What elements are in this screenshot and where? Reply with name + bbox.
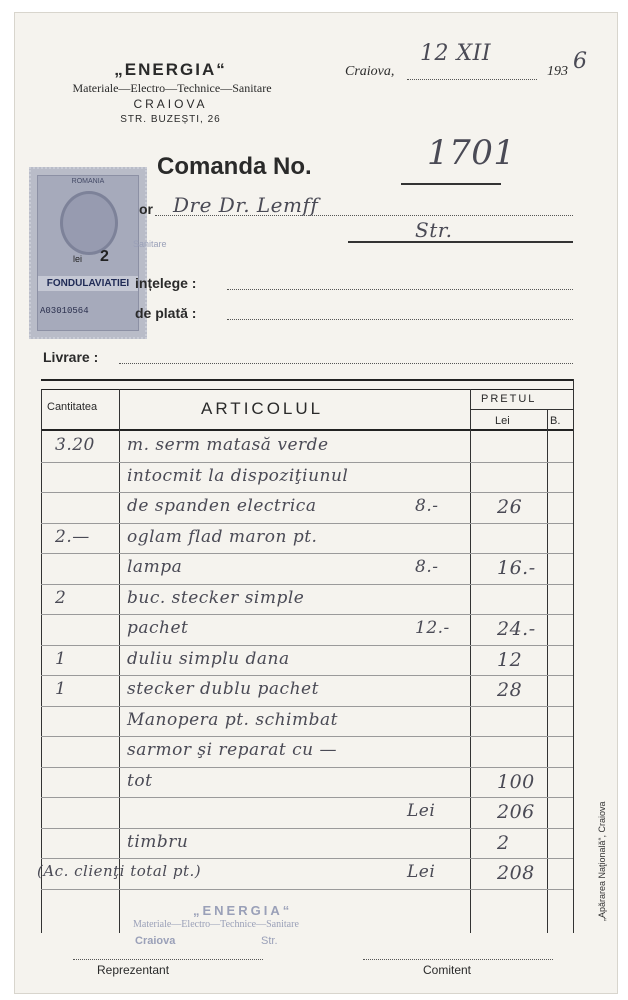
table-row-line [41,645,573,646]
stamp-portrait-icon [60,191,118,255]
row-total: 12 [497,648,523,671]
row-article: Manopera pt. schimbat [127,709,338,730]
row-qty: 3.20 [55,435,95,455]
table-left-border [41,389,42,933]
table-top-rule-2 [41,389,573,390]
table-row-line [41,675,573,676]
row-total: 26 [497,496,523,518]
address-line [348,241,573,243]
consignor-label: Comitent [423,963,472,977]
table-row-line [41,797,573,798]
consignor-dotted-line [363,959,553,960]
table-row-line [41,462,573,463]
row-total: 24.- [497,618,536,640]
stamp-fund: FONDULAVIATIEI [38,276,138,291]
stamp-overprint: Sanitare [133,239,167,249]
row-article: tot [127,770,153,791]
row-unit-price: Lei [407,862,436,882]
buyer-label-suffix: or [139,201,153,217]
col-b-header: B. [550,415,561,427]
table-row-line [41,736,573,737]
company-name: „ENERGIA“ [114,60,227,79]
year-handwritten-digit: 6 [573,49,588,74]
footer-stamp-street: Str. [261,935,278,947]
row-article: m. serm matasă verde [127,435,329,455]
row-article: timbru [127,831,189,852]
table-row-line [41,492,573,493]
stamp-value: 2 [100,248,109,265]
row-total: 100 [497,770,535,793]
col-article-header: ARTICOLUL [201,399,324,418]
table-row-line [41,858,573,859]
row-qty: 2.— [55,526,90,547]
representative-label: Reprezentant [97,963,170,977]
company-street: STR. BUZEȘTI, 26 [120,114,221,125]
row-unit-price: 12.- [415,618,450,638]
row-total: 16.- [497,557,536,579]
date-handwritten-day: 12 XII [420,41,492,66]
row-total: 2 [497,831,510,854]
stamp-currency: lei [73,254,83,264]
table-row-line [41,706,573,707]
row-unit-price: 8.- [415,557,439,577]
row-article: stecker dublu pachet [127,679,319,699]
qty-column-divider [119,389,120,933]
order-number: 1701 [427,133,516,173]
row-total: 208 [497,862,535,884]
order-form-sheet [14,12,618,994]
table-top-rule [41,379,573,381]
table-row-line [41,553,573,554]
row-article: buc. stecker simple [127,587,305,608]
row-article: sarmor şi reparat cu — [127,740,338,760]
year-prefix: 193 [547,64,568,79]
table-row-line [41,523,573,524]
col-lei-header: Lei [495,415,510,427]
row-qty: 2 [55,587,67,608]
payment-dotted-line [227,319,573,320]
footer-stamp-name: „ENERGIA“ [193,903,293,918]
date-city-label: Craiova, [345,64,395,79]
company-subtitle: Materiale—Electro—Technice—Sanitare [72,81,272,95]
col-qty-header: Cantitatea [47,401,98,413]
table-row-line [41,889,573,890]
table-header-bottom-rule [41,429,573,431]
representative-dotted-line [73,959,263,960]
revenue-stamp [29,167,147,339]
row-article: lampa [127,557,183,577]
delivery-dotted-line [119,363,573,364]
printer-side-text: „Apărarea Naţională“, Craiova [597,801,607,921]
row-article: duliu simplu dana [127,648,290,669]
article-column-divider [470,389,471,933]
company-city: CRAIOVA [133,97,208,111]
buyer-value: Dre Dr. Lemff [173,193,319,217]
delivery-label: Livrare : [43,349,99,365]
address-value: Str. [415,218,453,242]
row-unit-price: Lei [407,801,436,821]
row-qty: 1 [55,679,67,699]
footer-stamp-subtitle: Materiale—Electro—Technice—Sanitare [133,919,299,930]
row-article: de spanden electrica [127,496,317,516]
stamp-country: ROMANIA [71,178,105,185]
row-article: oglam flad maron pt. [127,526,318,547]
lei-column-divider [547,409,548,933]
order-number-line [401,183,501,185]
table-row-line [41,614,573,615]
row-qty: (Ac. clienţi total pt.) [37,862,202,880]
row-article: pachet [127,618,189,638]
understanding-dotted-line [227,289,573,290]
understanding-label: ințelege : [135,275,197,291]
row-article: intocmit la dispoziţiunul [127,465,349,486]
row-qty: 1 [55,648,67,669]
row-total: 206 [497,801,535,823]
date-dotted-line [407,79,537,80]
footer-stamp-city: Craiova [135,935,176,947]
table-row-line [41,767,573,768]
price-subheader-rule [470,409,573,410]
stamp-serial: A03010564 [40,306,89,316]
table-right-border [573,379,574,933]
order-title: Comanda No. [157,153,312,180]
table-row-line [41,584,573,585]
payment-label: de plată : [135,305,197,321]
col-price-header: PRETUL [481,393,537,405]
row-total: 28 [497,679,523,701]
row-unit-price: 8.- [415,496,439,516]
table-row-line [41,828,573,829]
